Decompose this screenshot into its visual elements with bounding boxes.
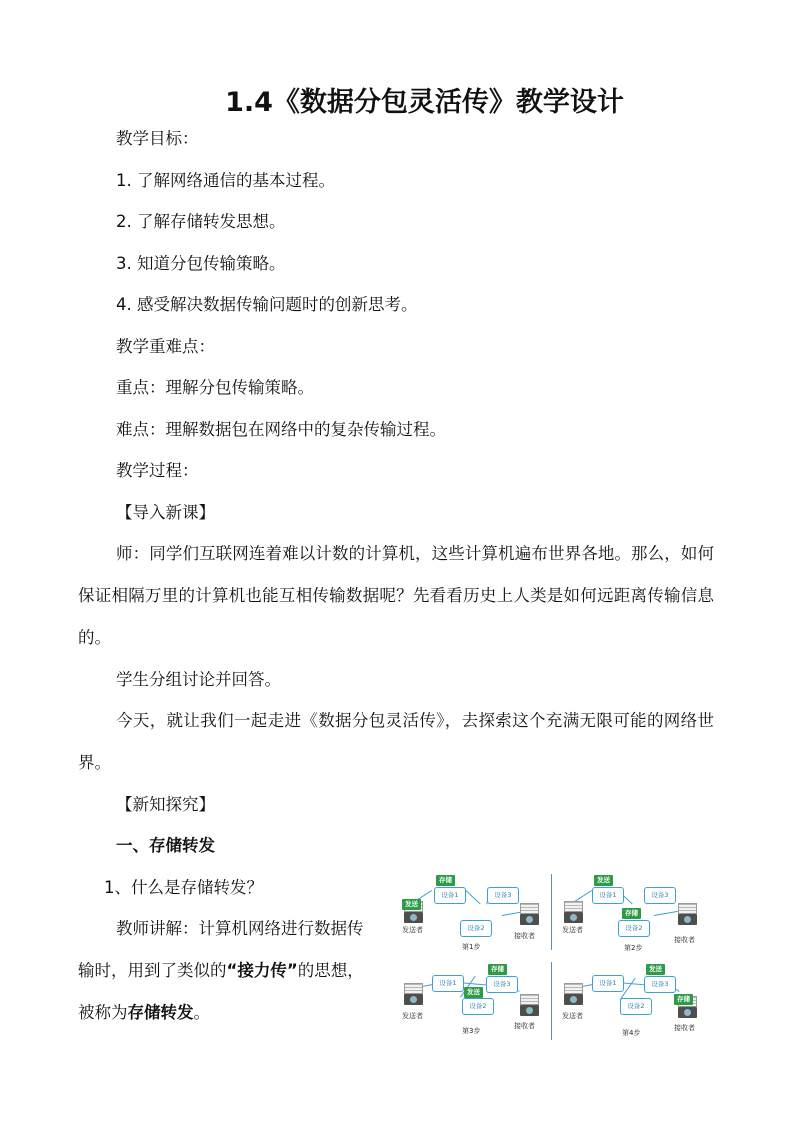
panel-divider [551,874,552,950]
store-tag: 存储 [622,908,641,919]
store-tag: 存储 [488,964,507,975]
device-3: 设备3 [644,976,676,993]
sender-label: 发送者 [402,1012,423,1020]
device-3: 设备3 [644,887,676,904]
device-2: 设备2 [460,920,492,937]
sender-label: 发送者 [402,926,423,934]
step-1-panel [396,868,548,954]
step-label: 第4步 [622,1029,641,1037]
device-2: 设备2 [462,998,494,1015]
today-text: 今天，就让我们一起走进《数据分包灵活传》，去探索这个充满无限可能的网络世界。 [78,711,714,772]
send-tag: 发送 [464,987,483,998]
explain-paragraph [78,908,378,1034]
step-label: 第3步 [462,1027,481,1035]
question-1: 1、什么是存储转发？ [104,878,263,897]
step-4-panel [556,958,708,1044]
explain-term: 存储转发 [127,1003,194,1022]
process-heading: 教学过程： [116,461,199,480]
part1-heading: 一、存储转发 [116,836,215,855]
explain-quote: “接力传” [226,961,298,980]
page-title: 1.4《数据分包灵活传》教学设计 [225,87,624,118]
step-label: 第2步 [624,944,643,952]
receiver-label: 接收者 [514,1022,535,1030]
device-1: 设备1 [592,887,624,904]
goal-item: 2. 了解存储转发思想。 [116,212,286,231]
section-new: 【新知探究】 [116,795,215,814]
receiver-label: 接收者 [674,936,695,944]
key-heading: 教学重难点： [116,337,215,356]
intro-paragraph [78,533,714,659]
section-intro: 【导入新课】 [116,503,215,522]
explain-text-a: 教师讲解：计算机网络进行数据传输时，用到了类似的 [78,919,364,980]
connector [502,912,522,916]
device-2: 设备2 [620,998,652,1015]
send-tag: 发送 [646,964,665,975]
receiver-computer-icon [520,903,539,925]
sender-computer-icon [564,901,583,923]
device-1: 设备1 [592,975,624,992]
explain-end: 。 [193,1003,210,1022]
step-2-panel [556,868,708,954]
device-3: 设备3 [487,887,519,904]
panel-divider [551,962,552,1040]
step-label: 第1步 [462,943,481,951]
key-point: 重点：理解分包传输策略。 [116,378,314,397]
receiver-computer-icon [520,994,539,1016]
goal-item: 3. 知道分包传输策略。 [116,254,286,273]
device-2: 设备2 [618,920,650,937]
goal-item: 4. 感受解决数据传输问题时的创新思考。 [116,295,418,314]
sender-computer-icon [564,983,583,1005]
store-tag: 存储 [436,875,455,886]
connector [465,890,480,904]
connector [654,911,678,916]
device-3: 设备3 [486,976,518,993]
sender-computer-icon [404,983,423,1005]
sender-label: 发送者 [562,1012,583,1020]
receiver-label: 接收者 [514,932,535,940]
receiver-label: 接收者 [674,1024,695,1032]
goal-item: 1. 了解网络通信的基本过程。 [116,171,335,190]
intro-text: 师：同学们互联网连着难以计数的计算机，这些计算机遍布世界各地。那么，如何保证相隔万里的计算机也能互相传输数据呢？先看看历史上人类是如何远距离传输信息的。 [78,544,714,647]
sender-label: 发送者 [562,926,583,934]
store-forward-diagram [396,868,708,1044]
device-1: 设备1 [434,887,466,904]
goals-heading: 教学目标： [116,129,199,148]
device-1: 设备1 [432,975,464,992]
step-3-panel [396,958,548,1044]
difficult-point: 难点：理解数据包在网络中的复杂传输过程。 [116,420,446,439]
store-tag: 存储 [674,994,693,1005]
today-paragraph [78,700,714,784]
send-tag: 发送 [402,899,421,910]
receiver-computer-icon [678,903,697,925]
discuss-text: 学生分组讨论并回答。 [116,670,281,689]
explain-text-b: 的思想，被称为 [78,961,364,1022]
send-tag: 发送 [594,875,613,886]
